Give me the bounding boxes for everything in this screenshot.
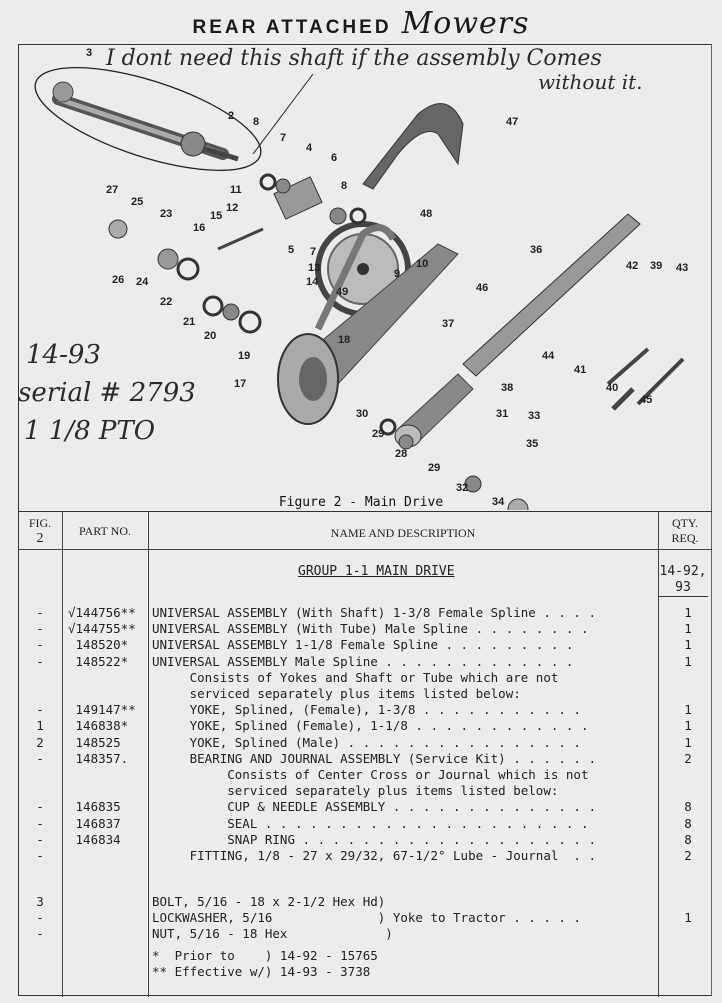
- callout-10: 10: [416, 258, 429, 270]
- cell-desc: YOKE, Splined (Male) . . . . . . . . . . . . . . . .: [152, 734, 581, 750]
- cell-fig: 2: [36, 734, 44, 750]
- callout-13: 13: [308, 262, 321, 274]
- callout-5: 5: [288, 244, 295, 256]
- callout-47: 47: [506, 116, 519, 128]
- callout-34: 34: [492, 496, 505, 508]
- callout-12: 12: [226, 202, 239, 214]
- callout-6: 6: [331, 152, 338, 164]
- cell-qty: 8: [684, 831, 692, 847]
- cell-desc: UNIVERSAL ASSEMBLY (With Shaft) 1-3/8 Female Spline . . . .: [152, 605, 597, 620]
- callout-42: 42: [626, 260, 639, 272]
- cell-desc: BEARING AND JOURNAL ASSEMBLY (Service Kit) . . . . . .: [152, 750, 597, 766]
- table-row: [18, 799, 712, 815]
- cell-part: 149147**: [68, 702, 136, 718]
- cell-qty: 8: [684, 815, 692, 831]
- table-row: [18, 910, 712, 926]
- handwritten-pto: 1 1/8 PTO: [24, 416, 156, 446]
- cell-qty: 8: [684, 799, 692, 815]
- header-qty: [658, 516, 712, 546]
- callout-37: 37: [442, 318, 455, 330]
- callout-4: 4: [306, 142, 313, 154]
- cell-part: 148357.: [68, 750, 129, 766]
- table-row: [18, 894, 712, 910]
- cell-qty: 1: [684, 605, 692, 620]
- handwritten-note-cont: without it.: [538, 70, 643, 94]
- header-fig-number: 2: [36, 531, 44, 546]
- cell-qty: 1: [684, 702, 692, 718]
- callout-48: 48: [420, 208, 433, 220]
- cell-desc: LOCKWASHER, 5/16 ) Yoke to Tractor . . . . .: [152, 910, 581, 925]
- cell-desc: Consists of Center Cross or Journal which is not: [152, 767, 589, 782]
- callout-14: 14: [306, 276, 319, 288]
- callout-28: 28: [395, 448, 408, 460]
- table-row: [18, 637, 712, 653]
- table-row: [18, 670, 712, 686]
- cell-desc: SEAL . . . . . . . . . . . . . . . . . . . . . .: [152, 815, 589, 831]
- callout-2: 2: [228, 110, 235, 122]
- callout-23: 23: [160, 208, 173, 220]
- cell-desc: YOKE, Splined, (Female), 1-3/8 . . . . . . . . . . .: [152, 702, 581, 718]
- callout-3: 3: [86, 47, 93, 59]
- cell-desc: UNIVERSAL ASSEMBLY Male Spline . . . . . . . . . . . . .: [152, 653, 574, 669]
- callout-16: 16: [193, 222, 206, 234]
- cell-part: 146838*: [68, 718, 129, 734]
- group-model-qty: [658, 564, 708, 597]
- callout-26: 26: [112, 274, 125, 286]
- table-row: [18, 832, 712, 848]
- parts-table: [18, 511, 712, 997]
- figure-caption: Figure 2 - Main Drive: [278, 495, 444, 510]
- table-row: [18, 848, 712, 864]
- callout-40: 40: [606, 382, 619, 394]
- callout-44: 44: [542, 350, 555, 362]
- title-print: REAR ATTACHED: [192, 17, 392, 38]
- cell-fig: -: [36, 621, 44, 637]
- header-qty-label: QTY.: [671, 516, 699, 530]
- callout-11: 11: [230, 184, 242, 196]
- cell-qty: 2: [684, 750, 692, 766]
- callout-8b: 8: [341, 180, 348, 192]
- callout-20: 20: [204, 330, 217, 342]
- header-fig: [18, 516, 62, 547]
- cell-qty: 1: [684, 718, 692, 734]
- cell-fig: -: [36, 653, 44, 669]
- callout-39: 39: [650, 260, 663, 272]
- cell-qty: 1: [684, 621, 692, 637]
- handwritten-model: 14-93: [26, 340, 101, 370]
- callout-19: 19: [238, 350, 251, 362]
- callout-17: 17: [234, 378, 247, 390]
- header-req-label: REQ.: [671, 531, 699, 545]
- cell-desc: serviced separately plus items listed below:: [152, 783, 559, 799]
- callout-43: 43: [676, 262, 689, 274]
- table-row: [18, 783, 712, 799]
- cell-fig: -: [36, 637, 44, 653]
- callout-22: 22: [160, 296, 173, 308]
- cell-fig: -: [36, 926, 44, 941]
- callout-41: 41: [574, 364, 587, 376]
- header-description: NAME AND DESCRIPTION: [330, 526, 476, 540]
- table-row: [18, 686, 712, 702]
- table-row: [18, 605, 712, 621]
- cell-qty: 1: [684, 910, 692, 925]
- table-row: [18, 926, 712, 942]
- header-part-no: PART NO.: [79, 524, 131, 538]
- header-fig-label: FIG.: [28, 516, 52, 530]
- cell-fig: 1: [36, 718, 44, 734]
- callout-32: 32: [456, 482, 469, 494]
- table-row: [18, 751, 712, 767]
- cell-fig: -: [36, 910, 44, 925]
- callout-49: 49: [336, 286, 349, 298]
- cell-qty: 1: [684, 734, 692, 750]
- callout-29: 29: [372, 428, 385, 440]
- table-row: [18, 702, 712, 718]
- callout-27: 27: [106, 184, 119, 196]
- cell-desc: FITTING, 1/8 - 27 x 29/32, 67-1/2° Lube - Journal . .: [152, 848, 597, 863]
- group-title: GROUP 1-1 MAIN DRIVE: [298, 564, 455, 579]
- callout-46: 46: [476, 282, 489, 294]
- cell-desc: UNIVERSAL ASSEMBLY (With Tube) Male Spline . . . . . . . .: [152, 621, 589, 637]
- cell-part: 148525: [68, 734, 121, 750]
- callout-36: 36: [530, 244, 543, 256]
- handwritten-note: I dont need this shaft if the assembly Comes: [106, 46, 602, 71]
- footnote-text: ** Effective w/) 14-93 - 3738: [152, 964, 371, 979]
- table-row: [18, 735, 712, 751]
- exploded-diagram: [18, 44, 712, 510]
- cell-part: 146835: [68, 799, 121, 815]
- table-row: [18, 816, 712, 832]
- table-row: [18, 767, 712, 783]
- callout-9: 9: [394, 268, 401, 280]
- cell-fig: 3: [36, 894, 44, 909]
- cell-fig: -: [36, 702, 44, 718]
- callout-45: 45: [640, 394, 653, 406]
- title-script: Mowers: [401, 6, 530, 41]
- callout-21: 21: [183, 316, 196, 328]
- cell-desc: UNIVERSAL ASSEMBLY 1-1/8 Female Spline . . . . . . . . .: [152, 637, 574, 653]
- cell-desc: Consists of Yokes and Shaft or Tube which are not: [152, 669, 559, 685]
- callout-15: 15: [210, 210, 223, 222]
- cell-desc: BOLT, 5/16 - 18 x 2-1/2 Hex Hd): [152, 894, 386, 909]
- cell-fig: -: [36, 750, 44, 766]
- cell-desc: YOKE, Splined (Female), 1-1/8 . . . . . . . . . . . .: [152, 718, 589, 734]
- table-row: [18, 718, 712, 734]
- cell-desc: serviced separately plus items listed below:: [152, 686, 521, 701]
- cell-qty: 1: [684, 653, 692, 669]
- cell-qty: 1: [684, 637, 692, 653]
- callout-35: 35: [526, 438, 539, 450]
- table-row: [18, 621, 712, 637]
- table-row: [18, 654, 712, 670]
- handwritten-serial: serial # 2793: [18, 378, 196, 408]
- cell-fig: -: [36, 815, 44, 831]
- footnote: [18, 948, 712, 964]
- cell-fig: -: [36, 605, 44, 620]
- callout-38: 38: [501, 382, 514, 394]
- callout-25: 25: [131, 196, 144, 208]
- cell-desc: SNAP RING . . . . . . . . . . . . . . . . . . . .: [152, 831, 597, 847]
- header-divider: [18, 549, 712, 550]
- cell-part: 146837: [68, 815, 121, 831]
- callout-33: 33: [528, 410, 541, 422]
- callout-24: 24: [136, 276, 149, 288]
- cell-part: √144755**: [68, 621, 136, 637]
- page-title: [0, 6, 722, 41]
- callout-8: 8: [253, 116, 260, 128]
- callout-29b: 29: [428, 462, 441, 474]
- cell-fig: -: [36, 799, 44, 815]
- cell-desc: CUP & NEEDLE ASSEMBLY . . . . . . . . . . . . . .: [152, 799, 597, 815]
- footnote: [18, 964, 712, 980]
- callout-31: 31: [496, 408, 509, 420]
- group-model-line2: 93: [675, 580, 691, 595]
- cell-qty: 2: [684, 848, 692, 863]
- cell-part: 148520*: [68, 637, 129, 653]
- footnote-text: * Prior to ) 14-92 - 15765: [152, 948, 378, 963]
- cell-part: √144756**: [68, 605, 136, 620]
- group-model-line1: 14-92,: [659, 564, 707, 579]
- callout-7: 7: [280, 132, 287, 144]
- cell-part: 148522*: [68, 653, 129, 669]
- callout-18: 18: [338, 334, 351, 346]
- cell-desc: NUT, 5/16 - 18 Hex ): [152, 926, 393, 941]
- cell-fig: -: [36, 831, 44, 847]
- callout-7b: 7: [310, 246, 317, 258]
- cell-fig: -: [36, 848, 44, 863]
- cell-part: 146834: [68, 831, 121, 847]
- callout-30: 30: [356, 408, 369, 420]
